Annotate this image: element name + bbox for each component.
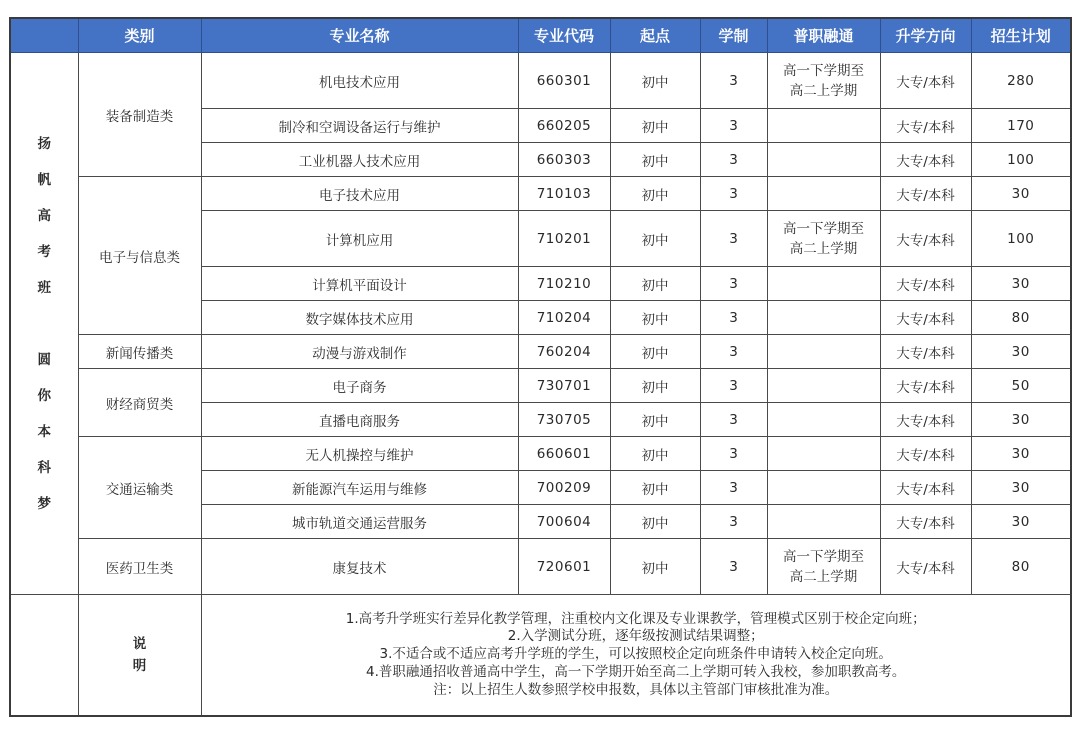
years-cell: 3	[700, 211, 767, 267]
fusion-cell	[767, 437, 880, 471]
fusion-cell	[767, 335, 880, 369]
fusion-cell	[767, 267, 880, 301]
major-code-cell: 710210	[518, 267, 610, 301]
fusion-cell	[767, 53, 880, 109]
major-code-cell: 710204	[518, 301, 610, 335]
header-code: 专业代码	[518, 18, 610, 53]
category-cell: 新闻传播类	[78, 335, 201, 369]
notes-blank	[10, 595, 78, 717]
major-name-cell: 制冷和空调设备运行与维护	[201, 109, 518, 143]
major-name-cell: 新能源汽车运用与维修	[201, 471, 518, 505]
notes-label	[78, 595, 201, 717]
table-row	[10, 539, 1071, 595]
fusion-line: 高二上学期	[789, 568, 858, 585]
direction-cell: 大专/本科	[880, 369, 971, 403]
direction-cell: 大专/本科	[880, 403, 971, 437]
major-code-cell: 700209	[518, 471, 610, 505]
direction-cell: 大专/本科	[880, 211, 971, 267]
major-name-cell: 工业机器人技术应用	[201, 143, 518, 177]
notes-label-char: 说	[132, 636, 147, 652]
side-title-char: 扬	[37, 135, 51, 152]
fusion-cell	[767, 369, 880, 403]
plan-count-cell: 170	[971, 109, 1071, 143]
direction-cell: 大专/本科	[880, 301, 971, 335]
side-title	[10, 53, 78, 595]
start-level-cell: 初中	[610, 539, 700, 595]
start-level-cell: 初中	[610, 369, 700, 403]
notes-row	[10, 595, 1071, 717]
major-name-cell: 城市轨道交通运营服务	[201, 505, 518, 539]
start-level-cell: 初中	[610, 301, 700, 335]
header-row	[10, 18, 1071, 53]
major-name-cell: 无人机操控与维护	[201, 437, 518, 471]
major-code-cell: 660601	[518, 437, 610, 471]
table-row	[10, 437, 1071, 471]
fusion-cell	[767, 471, 880, 505]
start-level-cell: 初中	[610, 471, 700, 505]
years-cell: 3	[700, 301, 767, 335]
fusion-cell	[767, 177, 880, 211]
years-cell: 3	[700, 369, 767, 403]
fusion-cell	[767, 109, 880, 143]
plan-count-cell: 30	[971, 403, 1071, 437]
major-name-cell: 机电技术应用	[201, 53, 518, 109]
direction-cell: 大专/本科	[880, 177, 971, 211]
side-title-char: 圆	[37, 351, 51, 368]
side-title-gap	[11, 306, 78, 342]
plan-count-cell: 80	[971, 539, 1071, 595]
major-name-cell: 数字媒体技术应用	[201, 301, 518, 335]
header-direction: 升学方向	[880, 18, 971, 53]
start-level-cell: 初中	[610, 505, 700, 539]
start-level-cell: 初中	[610, 437, 700, 471]
start-level-cell: 初中	[610, 267, 700, 301]
major-code-cell: 660301	[518, 53, 610, 109]
direction-cell: 大专/本科	[880, 539, 971, 595]
major-code-cell: 710103	[518, 177, 610, 211]
years-cell: 3	[700, 471, 767, 505]
fusion-cell	[767, 211, 880, 267]
plan-count-cell: 280	[971, 53, 1071, 109]
fusion-line: 高一下学期至	[783, 62, 864, 79]
fusion-cell	[767, 301, 880, 335]
direction-cell: 大专/本科	[880, 143, 971, 177]
start-level-cell: 初中	[610, 53, 700, 109]
header-blank	[10, 18, 78, 53]
plan-count-cell: 30	[971, 505, 1071, 539]
table-row	[10, 177, 1071, 211]
years-cell: 3	[700, 335, 767, 369]
plan-count-cell: 50	[971, 369, 1071, 403]
fusion-line: 高二上学期	[789, 240, 858, 257]
notes-label-char: 明	[132, 658, 147, 674]
fusion-cell	[767, 505, 880, 539]
header-start: 起点	[610, 18, 700, 53]
notes-line: 1.高考升学班实行差异化教学管理，注重校内文化课及专业课教学，管理模式区别于校企定向班；	[345, 610, 926, 627]
fusion-line: 高一下学期至	[783, 220, 864, 237]
enrollment-plan-sheet	[9, 17, 1070, 717]
side-title-char: 梦	[37, 495, 51, 512]
side-title-char: 帆	[37, 171, 51, 188]
years-cell: 3	[700, 143, 767, 177]
years-cell: 3	[700, 437, 767, 471]
major-name-cell: 电子商务	[201, 369, 518, 403]
plan-count-cell: 30	[971, 177, 1071, 211]
start-level-cell: 初中	[610, 403, 700, 437]
side-title-char: 你	[37, 387, 51, 404]
direction-cell: 大专/本科	[880, 109, 971, 143]
header-plan: 招生计划	[971, 18, 1071, 53]
table-body	[10, 53, 1071, 717]
major-name-cell: 计算机应用	[201, 211, 518, 267]
enrollment-plan-table	[9, 17, 1072, 717]
direction-cell: 大专/本科	[880, 437, 971, 471]
category-cell: 交通运输类	[78, 437, 201, 539]
years-cell: 3	[700, 505, 767, 539]
years-cell: 3	[700, 177, 767, 211]
side-title-char: 科	[37, 459, 51, 476]
fusion-cell	[767, 403, 880, 437]
major-name-cell: 直播电商服务	[201, 403, 518, 437]
header-major: 专业名称	[201, 18, 518, 53]
major-name-cell: 动漫与游戏制作	[201, 335, 518, 369]
header-fusion: 普职融通	[767, 18, 880, 53]
side-title-char: 班	[37, 279, 51, 296]
plan-count-cell: 100	[971, 211, 1071, 267]
category-cell: 财经商贸类	[78, 369, 201, 437]
category-cell: 医药卫生类	[78, 539, 201, 595]
years-cell: 3	[700, 109, 767, 143]
direction-cell: 大专/本科	[880, 53, 971, 109]
category-cell: 装备制造类	[78, 53, 201, 177]
start-level-cell: 初中	[610, 109, 700, 143]
start-level-cell: 初中	[610, 211, 700, 267]
years-cell: 3	[700, 403, 767, 437]
side-title-char: 高	[37, 207, 51, 224]
major-name-cell: 康复技术	[201, 539, 518, 595]
plan-count-cell: 80	[971, 301, 1071, 335]
fusion-cell	[767, 539, 880, 595]
plan-count-cell: 30	[971, 437, 1071, 471]
category-cell: 电子与信息类	[78, 177, 201, 335]
major-code-cell: 700604	[518, 505, 610, 539]
start-level-cell: 初中	[610, 143, 700, 177]
years-cell: 3	[700, 53, 767, 109]
major-code-cell: 730701	[518, 369, 610, 403]
major-code-cell: 660205	[518, 109, 610, 143]
side-title-char: 考	[37, 243, 51, 260]
plan-count-cell: 30	[971, 267, 1071, 301]
major-name-cell: 电子技术应用	[201, 177, 518, 211]
start-level-cell: 初中	[610, 177, 700, 211]
plan-count-cell: 100	[971, 143, 1071, 177]
direction-cell: 大专/本科	[880, 471, 971, 505]
years-cell: 3	[700, 539, 767, 595]
notes-line: 2.入学测试分班，逐年级按测试结果调整；	[507, 628, 764, 645]
table-row	[10, 369, 1071, 403]
direction-cell: 大专/本科	[880, 335, 971, 369]
notes-line: 3.不适合或不适应高考升学班的学生，可以按照校企定向班条件申请转入校企定向班。	[379, 646, 892, 663]
side-title-char: 本	[37, 423, 51, 440]
notes-line: 4.普职融通招收普通高中学生，高一下学期开始至高二上学期可转入我校，参加职教高考。	[366, 663, 906, 680]
start-level-cell: 初中	[610, 335, 700, 369]
header-years: 学制	[700, 18, 767, 53]
major-code-cell: 660303	[518, 143, 610, 177]
fusion-cell	[767, 143, 880, 177]
plan-count-cell: 30	[971, 335, 1071, 369]
table-row	[10, 53, 1071, 109]
major-code-cell: 710201	[518, 211, 610, 267]
major-code-cell: 730705	[518, 403, 610, 437]
direction-cell: 大专/本科	[880, 267, 971, 301]
notes-text	[201, 595, 1071, 717]
plan-count-cell: 30	[971, 471, 1071, 505]
notes-line: 注：以上招生人数参照学校申报数，具体以主管部门审核批准为准。	[433, 681, 839, 698]
direction-cell: 大专/本科	[880, 505, 971, 539]
major-code-cell: 760204	[518, 335, 610, 369]
fusion-line: 高二上学期	[789, 82, 858, 99]
major-name-cell: 计算机平面设计	[201, 267, 518, 301]
fusion-line: 高一下学期至	[783, 548, 864, 565]
years-cell: 3	[700, 267, 767, 301]
header-category: 类别	[78, 18, 201, 53]
table-row	[10, 335, 1071, 369]
major-code-cell: 720601	[518, 539, 610, 595]
